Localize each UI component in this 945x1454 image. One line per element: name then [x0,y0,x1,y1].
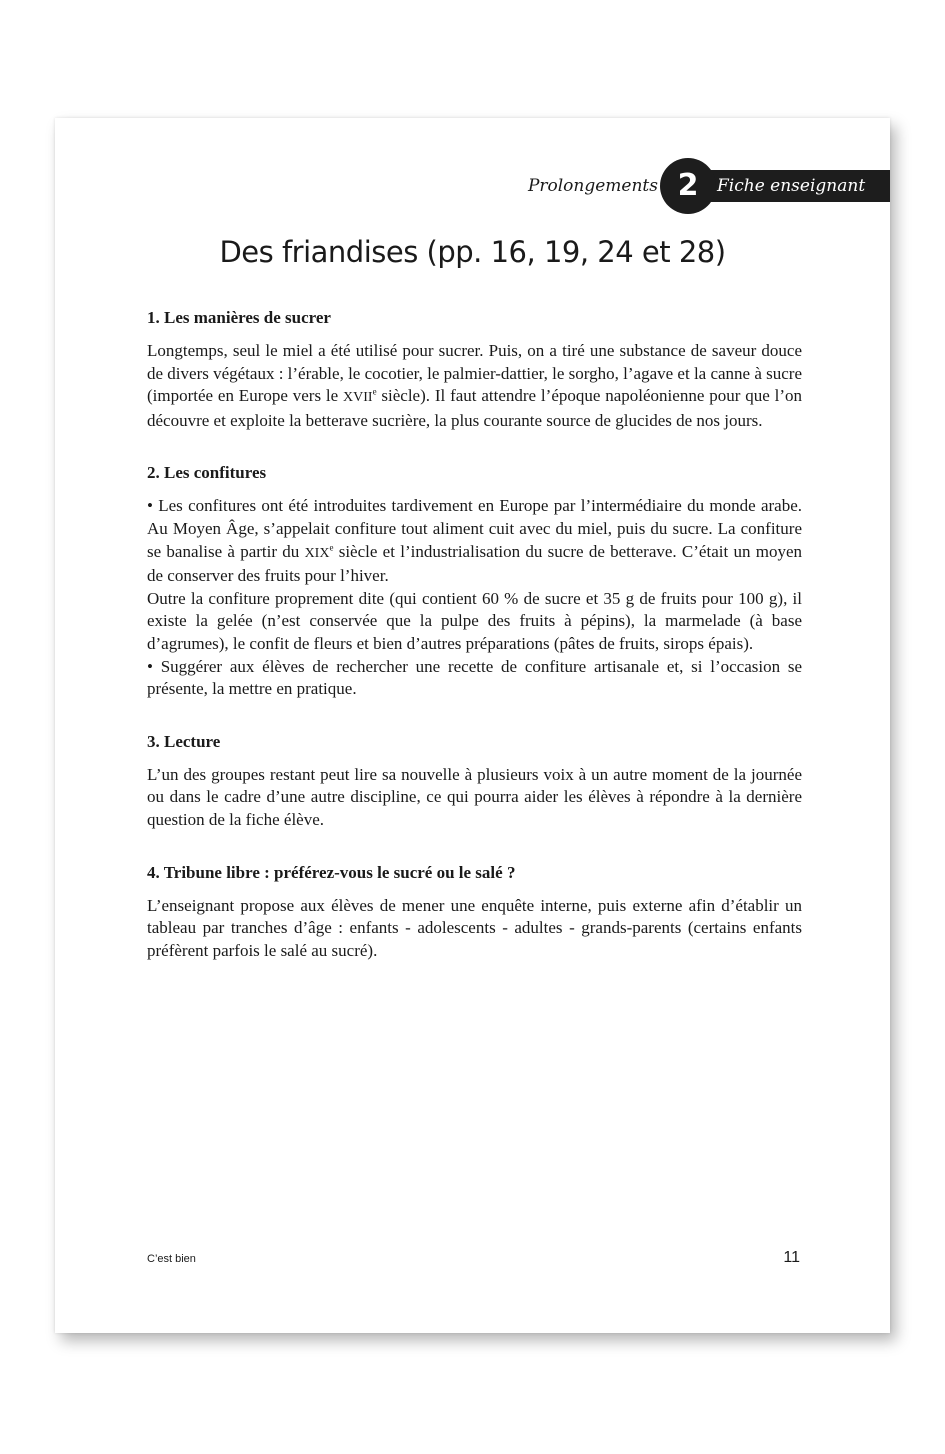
section-4 [147,861,802,963]
section-heading: 1. Les manières de sucrer [147,308,331,327]
section-heading: 4. Tribune libre : préférez-vous le sucré ou le salé ? [147,862,516,882]
section-heading: 3. Lecture [147,731,221,751]
page-number: 11 [783,1249,800,1266]
section-paragraph: Outre la confiture proprement dite (qui contient 60 % de sucre et 35 g de fruits pour 100 g), il existe la gelée (n’est conservée que la pulpe des fruits à pépins), la marmelade (à base d’agrumes), le confit de fleurs et bien d’autres préparations (pâtes de fruits, sirops épais). [147,588,802,653]
header-label: Fiche enseignant [717,176,866,196]
section-paragraph: L’enseignant propose aux élèves de mener une enquête interne, puis externe afin d’établir un tableau par tranches d’âge : enfants - adolescents - adultes - grands-parents (certains enfants préfèrent parfois le salé au sucré). [147,895,802,960]
section-heading: 2. Les confitures [147,463,267,483]
section-3 [147,730,802,832]
section-1 [147,306,802,432]
document-page [55,118,890,1333]
century-numeral: XVII [343,390,373,406]
section-2 [147,461,802,700]
section-paragraph: • Suggérer aux élèves de rechercher une recette de confiture artisanale et, si l’occasion se présente, la mettre en pratique. [147,656,802,699]
chapter-number-badge: 2 [660,158,716,214]
section-paragraph: Longtemps, seul le miel a été utilisé pour sucrer. Puis, on a tiré une substance de saveur douce de divers végétaux : l’érable, le cocotier, le palmier-dattier, le sorgho, l’agave et la canne à sucre (importée en Europe vers le XVIIe siècle). Il faut attendre l’époque napoléonienne pour que l’on découvre et exploite la betterave sucrière, la plus courante source de glucides de nos jours. [147,341,803,430]
century-numeral: XIX [304,545,330,561]
section-paragraph: • Les confitures ont été introduites tardivement en Europe par l’intermédiaire du monde arabe. Au Moyen Âge, s’appelait confiture tout aliment cuit avec du miel, puis du sucre. La confiture se banalise à partir du XIXe siècle et l’industrialisation du sucre de betterave. C’était un moyen de conserver des fruits pour l’hiver. [147,496,802,586]
page-title: Des friandises (pp. 16, 19, 24 et 28) [219,235,726,269]
header-category: Prolongements [527,176,658,196]
footer-book-title: C’est bien [147,1253,196,1265]
page-content [147,306,802,991]
section-paragraph: L’un des groupes restant peut lire sa nouvelle à plusieurs voix à un autre moment de la journée ou dans le cadre d’une autre discipline, ce qui pourra aider les élèves à répondre à la dernière question de la fiche élève. [147,764,802,829]
